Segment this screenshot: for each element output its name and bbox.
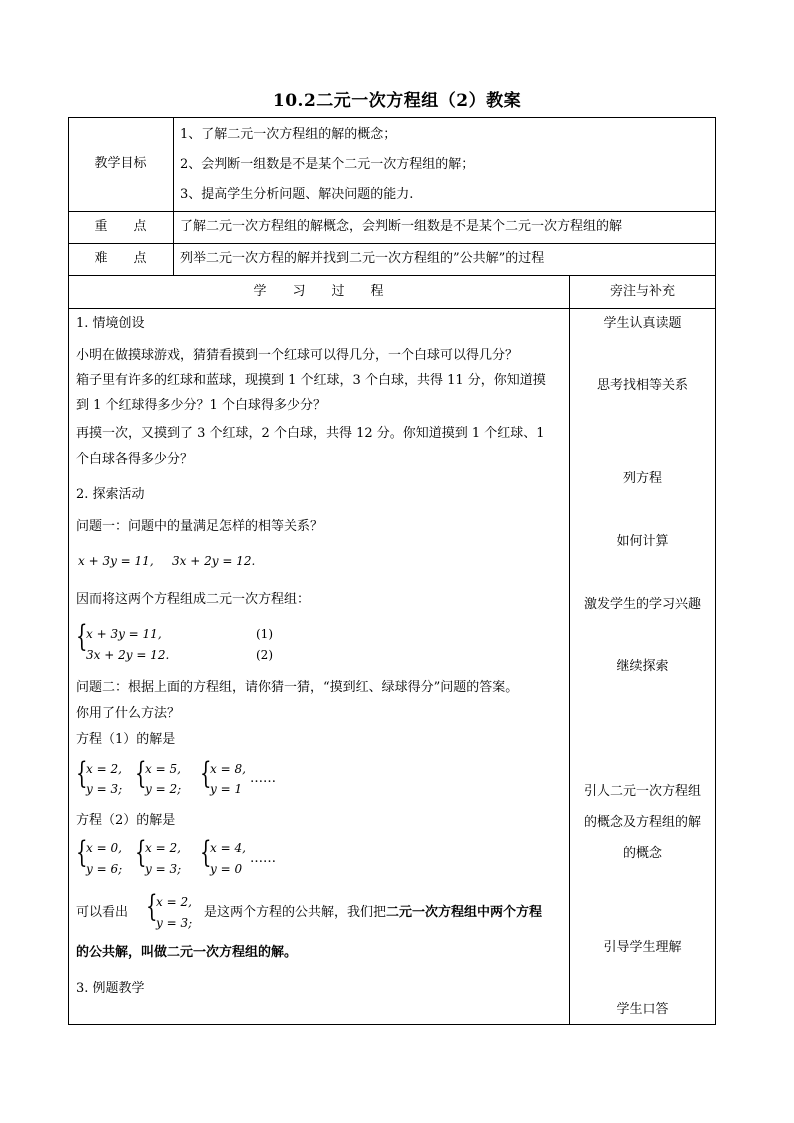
note: 的概念及方程组的解 [583, 815, 701, 830]
process-header: 学 习 过 程 [253, 284, 384, 299]
section-heading: 3. 例题教学 [76, 981, 145, 996]
brace: { [200, 835, 212, 870]
conclusion-emphasis: 的公共解，叫做二元一次方程组的解。 [76, 945, 298, 960]
note: 激发学生的学习兴趣 [583, 597, 701, 612]
page-title: 10.2二元一次方程组（2）教案 [272, 91, 522, 111]
note: 引导学生理解 [603, 940, 682, 955]
ellipsis: …… [250, 851, 276, 866]
equation: x + 3y = 11, [78, 554, 154, 568]
conclusion-text: 是这两个方程的公共解，我们把 [204, 905, 387, 920]
solution-value: y = 3; [86, 782, 123, 796]
key-label: 重 点 [94, 219, 147, 234]
goal-item: 2、会判断一组数是不是某个二元一次方程组的解； [180, 157, 475, 172]
conclusion-emphasis: 二元一次方程组中两个方程 [386, 905, 543, 920]
difficulty-label: 难 点 [94, 251, 147, 266]
solution-value: y = 3; [145, 862, 182, 876]
solution-value: x = 2, [145, 841, 181, 855]
brace: { [135, 835, 147, 870]
system-equation: 3x + 2y = 12. [86, 648, 170, 662]
question: 问题二：根据上面的方程组，请你猜一猜，“摸到红、绿球得分”问题的答案。 [76, 680, 519, 695]
paragraph: 箱子里有许多的红球和蓝球，现摸到 1 个红球，3 个白球，共得 11 分，你知道摸 [76, 373, 546, 388]
note: 思考找相等关系 [596, 378, 688, 393]
solution-value: y = 1 [210, 782, 243, 796]
note: 学生口答 [616, 1002, 669, 1017]
solution-value: x = 2, [86, 762, 122, 776]
paragraph: 再摸一次，又摸到了 3 个红球，2 个白球，共得 12 分。你知道摸到 1 个红球、1 [76, 426, 545, 441]
note: 列方程 [622, 471, 662, 486]
solution-label: 方程（1）的解是 [76, 732, 176, 747]
common-solution: y = 3; [156, 916, 193, 930]
conclusion [204, 904, 542, 922]
solution-value: y = 0 [210, 862, 243, 876]
note: 的概念 [622, 846, 662, 861]
paragraph: 因而将这两个方程组成二元一次方程组： [76, 592, 311, 607]
brace: { [76, 619, 88, 654]
note: 继续探索 [616, 659, 669, 674]
paragraph: 小明在做摸球游戏，猜猜看摸到一个红球可以得几分，一个白球可以得几分？ [76, 348, 519, 363]
solution-label: 方程（2）的解是 [76, 813, 176, 828]
goal-item: 1、了解二元一次方程组的解的概念； [180, 127, 397, 142]
solution-value: x = 5, [145, 762, 181, 776]
note: 如何计算 [616, 534, 669, 549]
brace: { [76, 756, 88, 791]
solution-value: y = 6; [86, 862, 123, 876]
system-equation: x + 3y = 11, [86, 627, 162, 641]
brace: { [76, 835, 88, 870]
equation-tag: (2) [256, 648, 273, 662]
row-divider [68, 211, 716, 212]
question: 你用了什么方法？ [76, 706, 181, 721]
row-divider [68, 275, 716, 276]
paragraph: 到 1 个红球得多少分？1 个白球得多少分？ [76, 398, 326, 413]
ellipsis: …… [250, 771, 276, 786]
equation-tag: (1) [256, 627, 273, 641]
section-heading: 2. 探索活动 [76, 487, 145, 502]
brace: { [200, 756, 212, 791]
common-solution: x = 2, [156, 895, 192, 909]
brace: { [146, 889, 158, 924]
column-divider [173, 117, 174, 275]
note: 引人二元一次方程组 [583, 784, 701, 799]
section-heading: 1. 情境创设 [76, 316, 145, 331]
solution-value: x = 8, [210, 762, 246, 776]
difficulty-text: 列举二元一次方程的解并找到二元一次方程组的”公共解”的过程 [180, 251, 545, 266]
notes-header: 旁注与补充 [609, 284, 675, 299]
row-divider [68, 243, 716, 244]
solution-value: y = 2; [145, 782, 182, 796]
brace: { [135, 756, 147, 791]
row-divider [68, 308, 716, 309]
equation: 3x + 2y = 12. [172, 554, 256, 568]
goals-label: 教学目标 [94, 156, 147, 171]
key-text: 了解二元一次方程组的解概念，会判断一组数是不是某个二元一次方程组的解 [180, 219, 623, 234]
goal-item: 3、提高学生分析问题、解决问题的能力. [180, 187, 414, 202]
question: 问题一：问题中的量满足怎样的相等关系？ [76, 519, 324, 534]
paragraph: 个白球各得多少分？ [76, 452, 194, 467]
note: 学生认真读题 [603, 316, 682, 331]
solution-value: x = 4, [210, 841, 246, 855]
solution-value: x = 0, [86, 841, 122, 855]
paragraph: 可以看出 [76, 905, 129, 920]
